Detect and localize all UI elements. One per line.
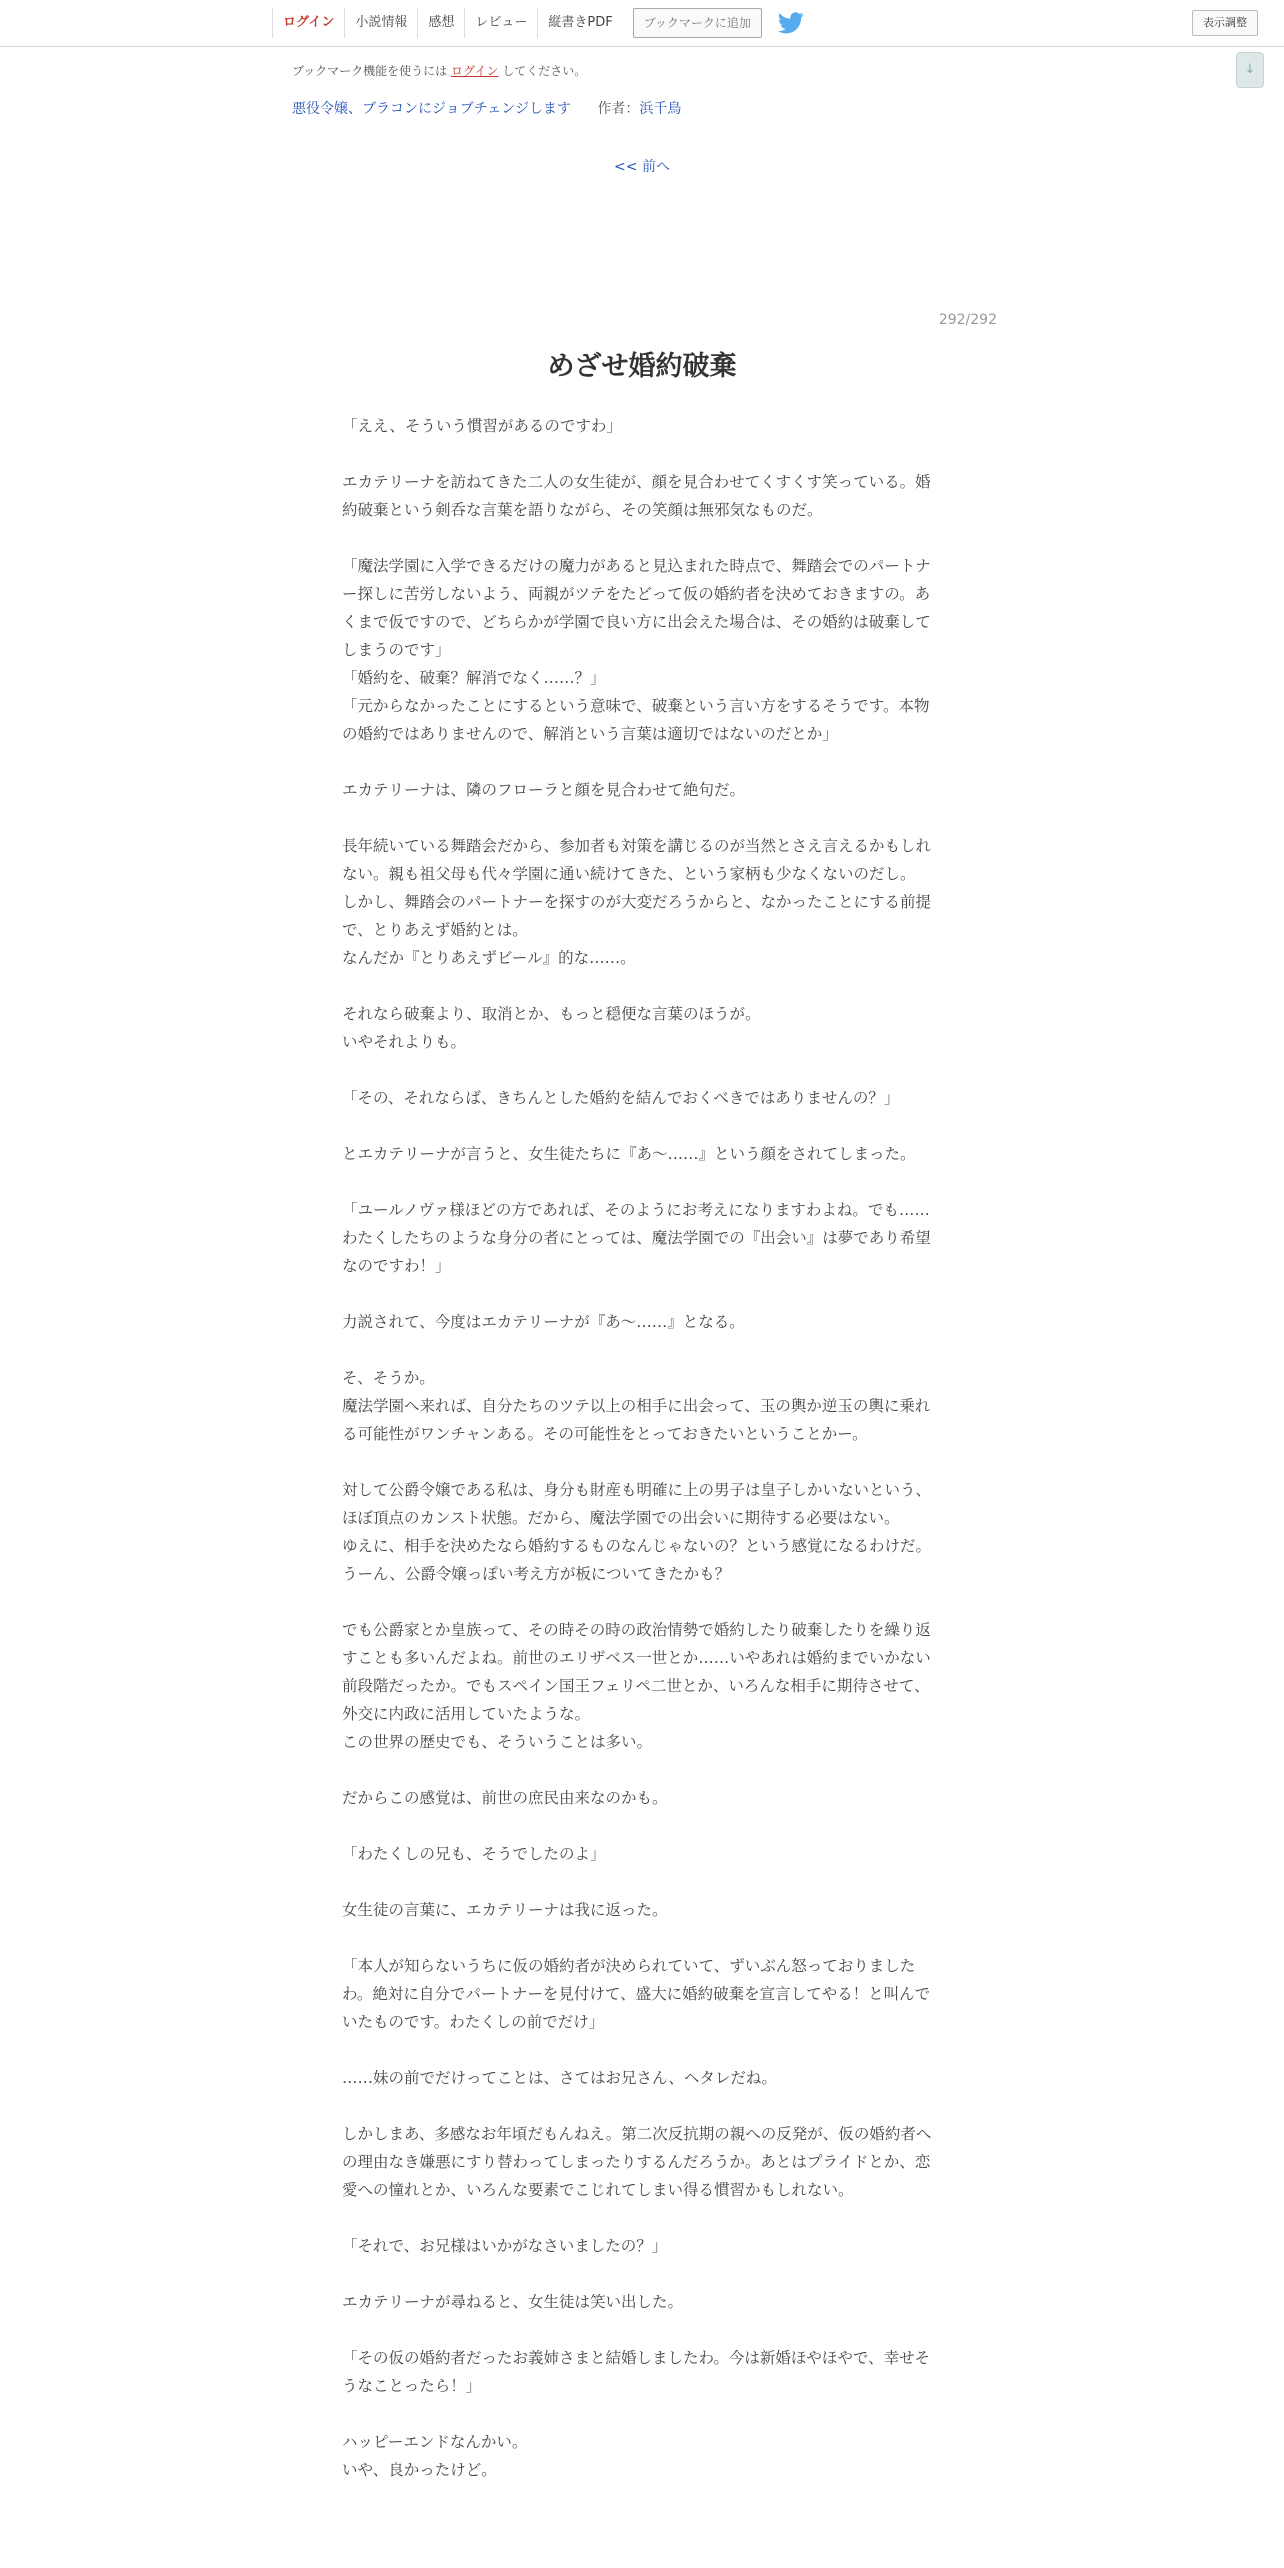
body-paragraph: 力説されて、今度はエカテリーナが『あ〜……』となる。 [342,1313,745,1331]
body-paragraph: 「魔法学園に入学できるだけの魔力があると見込まれた時点で、舞踏会でのパートナー探しに苦労しないよう、両親がツテをたどって仮の婚約者を決めておきますの。あくまで仮ですので、どちらかが学園で良い方に出会えた場合は、その婚約は破棄してしまうのです」 [342,557,931,659]
blank-line [342,1924,942,1952]
body-paragraph: 「その仮の婚約者だったお義姉さまと結婚しましたわ。今は新婚ほやほやで、幸せそうなことったら！」 [342,2349,931,2395]
display-settings-button[interactable]: 表示調整 [1192,10,1258,36]
notice-text-after: してください。 [502,64,587,78]
body-paragraph: 「その、それならば、きちんとした婚約を結んでおくべきではありませんの？」 [342,1089,900,1107]
blank-line [342,972,942,1000]
blank-line [342,2316,942,2344]
blank-line [342,1112,942,1140]
page-counter: 292/292 [938,312,997,328]
prev-chapter-container [0,156,1284,176]
body-paragraph: うーん、公爵令嬢っぽい考え方が板についてきたかも？ [342,1565,731,1583]
nav-novel-info-link[interactable]: 小説情報 [344,8,417,38]
body-paragraph: 長年続いている舞踏会だから、参加者も対策を講じるのが当然とさえ言えるかもしれない。親も祖父母も代々学園に通い続けてきた、という家柄も少なくないのだし。 [342,837,932,883]
body-paragraph: ……妹の前でだけってことは、さてはお兄さん、ヘタレだね。 [342,2069,777,2087]
body-paragraph: ゆえに、相手を決めたなら婚約するものなんじゃないの？という感覚になるわけだ。 [342,1537,932,1555]
body-paragraph: そ、そうか。 [342,1369,435,1387]
add-bookmark-button[interactable]: ブックマークに追加 [633,8,762,38]
blank-line [342,1336,942,1364]
scroll-down-button[interactable]: ↓ [1236,52,1264,88]
blank-line [342,804,942,832]
twitter-icon[interactable] [778,12,804,34]
body-paragraph: 「ユールノヴァ様ほどの方であれば、そのようにお考えになりますわよね。でも……わたくしたちのような身分の者にとっては、魔法学園での『出会い』は夢であり希望なのですわ！」 [342,1201,931,1275]
nav-login-link[interactable]: ログイン [272,8,344,38]
blank-line [342,2036,942,2064]
prev-chapter-link[interactable]: << 前へ [614,159,670,175]
blank-line [342,440,942,468]
blank-line [342,2260,942,2288]
body-paragraph: 対して公爵令嬢である私は、身分も財産も明確に上の男子は皇子しかいないという、ほぼ頂点のカンスト状態。だから、魔法学園での出会いに期待する必要はない。 [342,1481,932,1527]
nav-impressions-link[interactable]: 感想 [417,8,464,38]
top-navigation-bar [0,0,1284,47]
body-paragraph: エカテリーナを訪ねてきた二人の女生徒が、顔を見合わせてくすくす笑っている。婚約破棄という剣呑な言葉を語りながら、その笑顔は無邪気なものだ。 [342,473,931,519]
blank-line [342,2204,942,2232]
blank-line [342,2400,942,2428]
body-paragraph: だからこの感覚は、前世の庶民由来なのかも。 [342,1789,668,1807]
body-paragraph: それなら破棄より、取消とか、もっと穏便な言葉のほうが。 [342,1005,761,1023]
blank-line [342,1588,942,1616]
body-paragraph: いやそれよりも。 [342,1033,467,1051]
blank-line [342,1056,942,1084]
blank-line [342,1448,942,1476]
author-label: 作者： [597,101,640,117]
body-paragraph: しかし、舞踏会のパートナーを探すのが大変だろうからと、なかったことにする前提で、とりあえず婚約とは。 [342,893,932,939]
body-paragraph: なんだか『とりあえずビール』的な……。 [342,949,636,967]
body-paragraph: 「ええ、そういう慣習があるのですわ」 [342,417,622,435]
body-paragraph: エカテリーナは、隣のフローラと顔を見合わせて絶句だ。 [342,781,746,799]
body-paragraph: エカテリーナが尋ねると、女生徒は笑い出した。 [342,2293,684,2311]
notice-login-link[interactable]: ログイン [451,64,499,78]
blank-line [342,524,942,552]
body-paragraph: とエカテリーナが言うと、女生徒たちに『あ〜……』という顔をされてしまった。 [342,1145,916,1163]
blank-line [342,1280,942,1308]
author-link[interactable]: 浜千鳥 [639,101,682,117]
body-paragraph: この世界の歴史でも、そういうことは多い。 [342,1733,653,1751]
nav-vertical-pdf-link[interactable]: 縦書きPDF [537,8,622,38]
body-paragraph: しかしまあ、多感なお年頃だもんねえ。第二次反抗期の親への反発が、仮の婚約者への理由なき嫌悪にすり替わってしまったりするんだろうか。あとはプライドとか、恋愛への憧れとか、いろんな要素でこじれてしまい得る慣習かもしれない。 [342,2125,932,2199]
chapter-body [342,412,942,2484]
blank-line [342,748,942,776]
novel-header [292,98,681,118]
body-paragraph: でも公爵家とか皇族って、その時その時の政治情勢で婚約したり破棄したりを繰り返すことも多いんだよね。前世のエリザベス一世とか……いやあれは婚約までいかない前段階だったか。でもスペイン国王フェリペ二世とか、いろんな相手に期待させて、外交に内政に活用していたような。 [342,1621,931,1723]
nav-menu [272,0,804,46]
chapter-title: めざせ婚約破棄 [547,351,737,382]
body-paragraph: 「わたくしの兄も、そうでしたのよ」 [342,1845,606,1863]
body-paragraph: いや、良かったけど。 [342,2461,497,2479]
blank-line [342,1756,942,1784]
body-paragraph: ハッピーエンドなんかい。 [342,2433,528,2451]
novel-title-link[interactable]: 悪役令嬢、ブラコンにジョブチェンジします [292,101,571,117]
nav-review-link[interactable]: レビュー [464,8,537,38]
body-paragraph: 魔法学園へ来れば、自分たちのツテ以上の相手に出会って、玉の輿か逆玉の輿に乗れる可能性がワンチャンある。その可能性をとっておきたいということかー。 [342,1397,931,1443]
body-paragraph: 「それで、お兄様はいかがなさいましたの？」 [342,2237,668,2255]
blank-line [342,1168,942,1196]
blank-line [342,1868,942,1896]
blank-line [342,1812,942,1840]
body-paragraph: 「元からなかったことにするという意味で、破棄という言い方をするそうです。本物の婚約ではありませんので、解消という言葉は適切ではないのだとか」 [342,697,930,743]
blank-line [342,2092,942,2120]
notice-text-before: ブックマーク機能を使うには [292,64,448,78]
body-paragraph: 「本人が知らないうちに仮の婚約者が決められていて、ずいぶん怒っておりましたわ。絶対に自分でパートナーを見付けて、盛大に婚約破棄を宣言してやる！と叫んでいたものです。わたくしの前でだけ」 [342,1957,931,2031]
body-paragraph: 女生徒の言葉に、エカテリーナは我に返った。 [342,1901,668,1919]
bookmark-login-notice [292,62,586,79]
body-paragraph: 「婚約を、破棄？解消でなく……？」 [342,669,606,687]
